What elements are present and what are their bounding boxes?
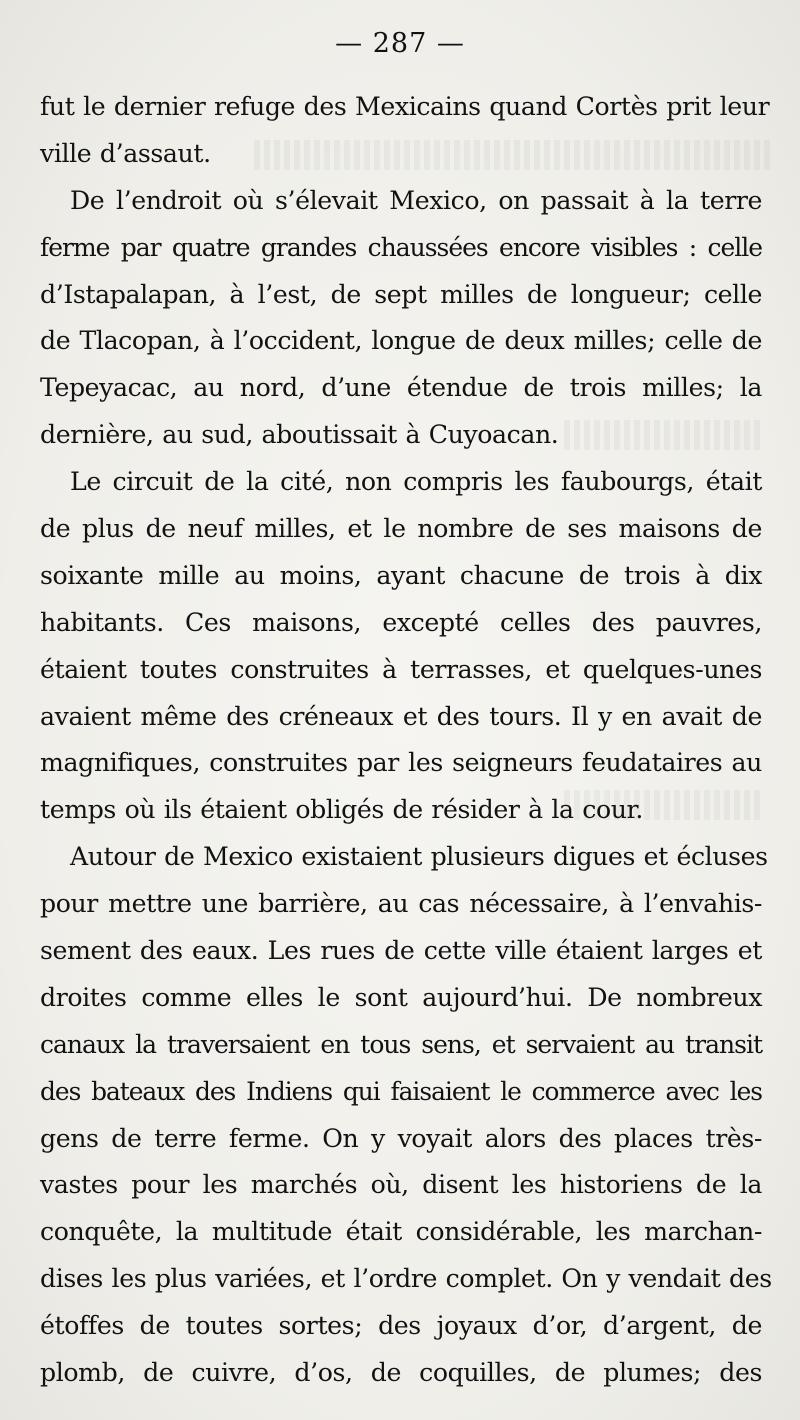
text-line: gens de terre ferme. On y voyait alors des places très-: [40, 1123, 762, 1153]
text-line: conquête, la multitude était considérable, les marchan-: [40, 1217, 762, 1247]
text-line: fut le dernier refuge des Mexicains quand Cortès prit leur: [40, 92, 770, 121]
text-line: Le circuit de la cité, non compris les faubourgs, était: [70, 467, 762, 497]
text-line: ville d’assaut.: [40, 138, 211, 168]
text-line: Autour de Mexico existaient plusieurs digues et écluses: [70, 842, 768, 872]
text-line: sement des eaux. Les rues de cette ville étaient larges et: [40, 936, 762, 966]
text-line: étoffes de toutes sortes; des joyaux d’or, d’argent, de: [40, 1311, 762, 1341]
text-line: de plus de neuf milles, et le nombre de ses maisons de: [40, 514, 762, 544]
text-line: Tepeyacac, au nord, d’une étendue de trois milles; la: [40, 373, 762, 403]
text-line: vastes pour les marchés où, disent les historiens de la: [40, 1170, 762, 1200]
text-line: d’Istapalapan, à l’est, de sept milles de longueur; celle: [40, 279, 762, 309]
text-line: ferme par quatre grandes chaussées encore visibles : celle: [40, 232, 762, 262]
text-line: avaient même des créneaux et des tours. Il y en avait de: [40, 701, 762, 731]
text-line: dernière, au sud, aboutissait à Cuyoacan.: [40, 420, 559, 450]
text-line: des bateaux des Indiens qui faisaient le commerce avec les: [40, 1076, 762, 1106]
text-line: habitants. Ces maisons, excepté celles des pauvres,: [40, 607, 762, 637]
text-line: étaient toutes construites à terrasses, et quelques-unes: [40, 654, 762, 684]
text-line: droites comme elles le sont aujourd’hui. De nombreux: [40, 982, 762, 1012]
text-line: magnifiques, construites par les seigneurs feudataires au: [40, 748, 762, 778]
text-line: De l’endroit où s’élevait Mexico, on passait à la terre: [70, 185, 762, 215]
page-number: — 287 —: [335, 28, 465, 59]
text-line: soixante mille au moins, ayant chacune de trois à dix: [40, 560, 762, 590]
text-line: canaux la traversaient en tous sens, et servaient au transit: [40, 1029, 762, 1059]
text-line: pour mettre une barrière, au cas nécessaire, à l’envahis-: [40, 889, 762, 919]
body-text: [40, 84, 772, 1397]
text-line: de Tlacopan, à l’occident, longue de deux milles; celle de: [40, 326, 762, 356]
text-line: temps où ils étaient obligés de résider à la cour.: [40, 795, 644, 825]
text-line: plomb, de cuivre, d’os, de coquilles, de plumes; des: [40, 1358, 762, 1388]
text-line: dises les plus variées, et l’ordre complet. On y vendait des: [40, 1264, 772, 1294]
